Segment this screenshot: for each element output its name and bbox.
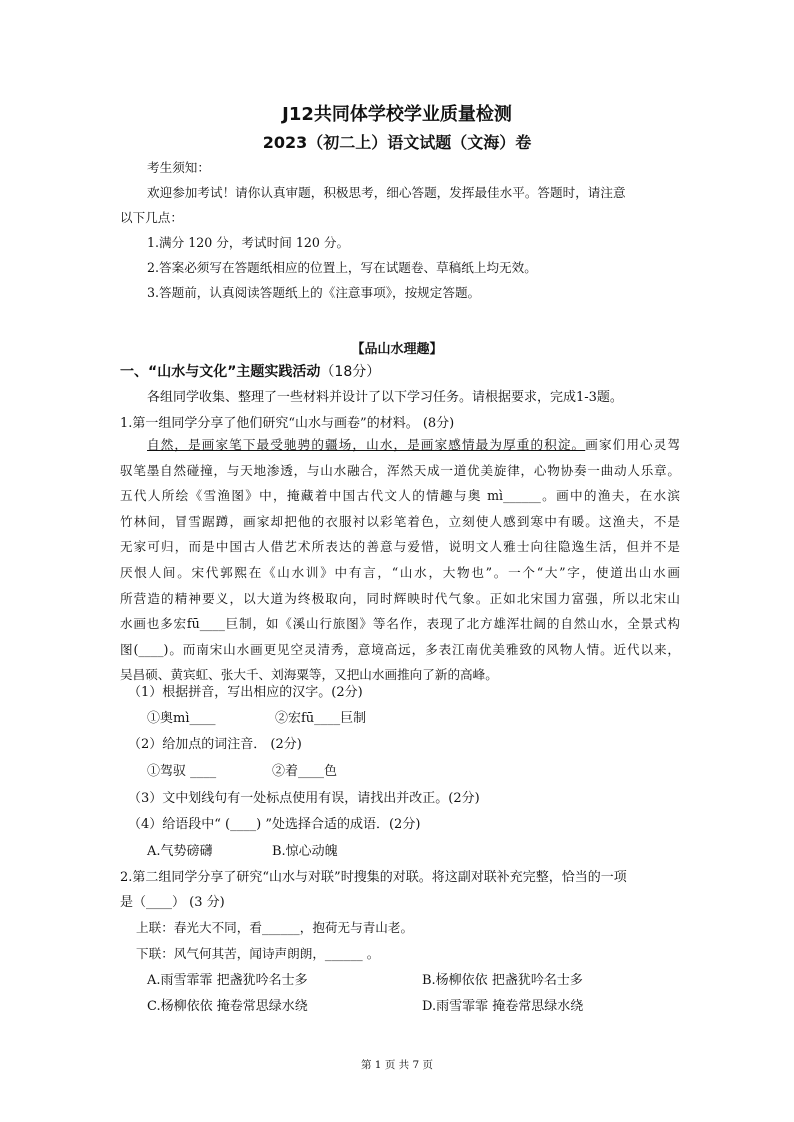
passage-line: 驭笔墨自然碰撞，与天地渗透，与山水融合，浑然天成一道优美旋律，心物协奏一曲动人乐章。: [120, 462, 680, 478]
option-a: A.雨雪霏霏 把盏犹吟名士多: [147, 973, 308, 988]
section-title: 【品山水理趣】: [351, 342, 443, 357]
passage-line: 竹林间，冒雪踞蹲，画家却把他的衣服衬以彩笔着色，立刻使人感到寒中有暖。这渔夫，不是: [120, 513, 680, 529]
question-1-stem: 1.第一组同学分享了他们研究“山水与画卷”的材料。 (8分): [120, 416, 455, 431]
passage-line: 吴昌硕、黄宾虹、张大千、刘海粟等，又把山水画推向了新的高峰。: [120, 667, 498, 683]
notice-item-3: 3.答题前，认真阅读答题纸上的《注意事项》，按规定答题。: [147, 285, 481, 300]
passage-text: 画家们用心灵驾: [585, 437, 680, 452]
option-b: B.杨柳依依 把盏犹吟名士多: [422, 973, 583, 988]
underlined-sentence: 自然，是画家笔下最受驰骋的疆场，山水，是画家感情最为厚重的积淀。: [147, 437, 586, 452]
notice-heading: 考生须知：: [147, 160, 210, 175]
passage-line: 图(____)。而南宋山水画更见空灵清秀，意境高远，多表江南优美雅致的风物人情。近代以来，: [120, 641, 680, 657]
question-1-sub1: （1）根据拼音，写出相应的汉字。(2分): [128, 685, 363, 700]
couplet-lower: 下联：风气何其苦，闻诗声朗朗，______ 。: [136, 946, 380, 961]
couplet-upper: 上联：春光大不同，看______，抱荷无与青山老。: [136, 920, 414, 935]
notice-item-2: 2.答案必须写在答题纸相应的位置上，写在试题卷、草稿纸上均无效。: [147, 260, 537, 275]
section-intro: 各组同学收集、整理了一些材料并设计了以下学习任务。请根据要求，完成1-3题。: [147, 390, 623, 405]
part-heading-text: 一、“山水与文化”主题实践活动: [120, 364, 321, 380]
question-1-passage: [120, 432, 680, 688]
notice-intro-line2: 以下几点：: [120, 210, 183, 225]
question-2-stem-line1: 2.第二组同学分享了研究“山水与对联”时搜集的对联。将这副对联补充完整，恰当的一项: [120, 870, 627, 885]
passage-line: 所营造的精神要义，以大道为终极取向，同时辉映时代气象。正如北宋国力富强，所以北宋山: [120, 590, 680, 606]
question-1-sub3: （3）文中划线句有一处标点使用有误，请找出并改正。(2分): [128, 791, 480, 806]
notice-item-1: 1.满分 120 分，考试时间 120 分。: [147, 235, 350, 250]
page-subtitle: 2023（初二上）语文试题（文海）卷: [262, 133, 532, 152]
part-score: （18分）: [320, 364, 381, 380]
passage-line: 水画也多宏fū____巨制，如《溪山行旅图》等名作，表现了北方雄浑壮阔的自然山水，全景式构: [120, 616, 680, 632]
passage-line: 无家可归，而是中国古人借艺术所表达的善意与爱惜，说明文人雅士向往隐逸生活，但并不是: [120, 539, 680, 555]
question-1-sub2-a: ①驾驭 ____: [147, 764, 217, 779]
question-1-sub1-b: ②宏fū____巨制: [275, 711, 367, 726]
option-d: D.雨雪霏霏 掩卷常思绿水绕: [422, 999, 584, 1014]
passage-line: 厌恨人间。宋代郭熙在《山水训》中有言，“山水，大物也”。一个“大”字，使道出山水画: [120, 564, 680, 580]
question-1-sub1-a: ①奥mì____: [147, 711, 216, 726]
option-b: B.惊心动魄: [272, 844, 338, 859]
page-title: J12共同体学校学业质量检测: [282, 104, 512, 125]
passage-line: 五代人所绘《雪渔图》中，掩藏着中国古代文人的情趣与奥 mì______。画中的渔夫，在水滨: [120, 488, 680, 504]
question-1-sub2: （2）给加点的词注音． (2分): [128, 737, 302, 752]
part-heading: [120, 361, 380, 381]
passage-line: [120, 432, 680, 458]
question-1-sub4: （4）给语段中“ (____) ”处选择合适的成语．(2分): [128, 817, 421, 832]
option-c: C.杨柳依依 掩卷常思绿水绕: [147, 999, 308, 1014]
option-a: A.气势磅礴: [147, 844, 213, 859]
question-1-sub2-b: ②着____色: [272, 764, 338, 779]
notice-intro-line1: 欢迎参加考试！请你认真审题，积极思考，细心答题，发挥最佳水平。答题时，请注意: [147, 185, 626, 200]
question-2-stem-line2: 是（____） (3 分): [120, 895, 225, 910]
page-number: 第 1 页 共 7 页: [360, 1059, 434, 1071]
